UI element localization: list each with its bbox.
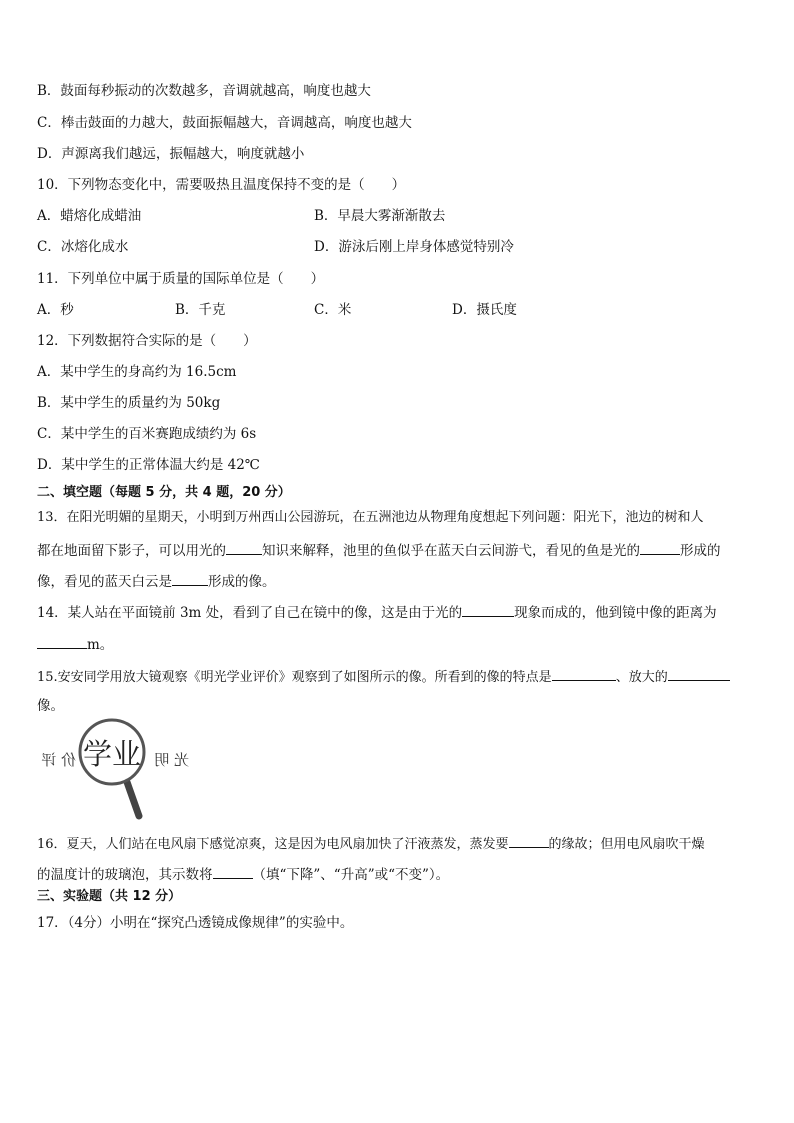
q15-text: 15.安安同学用放大镜观察《明光学业评价》观察到了如图所示的像。所看到的像的特点是 — [37, 670, 552, 685]
q14-text: 现象而成的，他到镜中像的距离为 — [514, 605, 717, 621]
q13-text: 像，看见的蓝天白云是 — [37, 574, 172, 590]
q15-line2: 像。 — [37, 698, 64, 714]
q15-line1 — [37, 666, 730, 687]
q9-option-c: C．棒击鼓面的力越大，鼓面振幅越大，音调越高，响度也越大 — [37, 115, 412, 131]
q10-option-a: A．蜡熔化成蜡油 — [37, 208, 142, 224]
q12-stem: 12．下列数据符合实际的是（ ） — [37, 333, 257, 349]
q12-option-d: D．某中学生的正常体温大约是 42℃ — [37, 457, 260, 473]
magnifier-figure — [34, 718, 204, 828]
q13-text: 形成的 — [680, 543, 721, 559]
answer-blank[interactable] — [668, 666, 730, 681]
figure-right-text: 光 明 — [154, 751, 189, 769]
answer-blank[interactable] — [226, 540, 262, 555]
q13-text: 形成的像。 — [208, 574, 276, 590]
q11-option-b: B．千克 — [175, 302, 226, 318]
q11-option-d: D．摄氏度 — [452, 302, 517, 318]
answer-blank[interactable] — [552, 666, 616, 681]
q13-text: 都在地面留下影子，可以用光的 — [37, 543, 226, 559]
answer-blank[interactable] — [213, 864, 253, 879]
q11-option-c: C．米 — [314, 302, 352, 318]
q16-text: 的温度计的玻璃泡，其示数将 — [37, 867, 213, 883]
answer-blank[interactable] — [640, 540, 680, 555]
q15-text: 、放大的 — [615, 670, 668, 685]
answer-blank[interactable] — [37, 634, 87, 649]
q16-text: （填“下降”、“升高”或“不变”）。 — [252, 867, 450, 883]
q10-option-d: D．游泳后刚上岸身体感觉特别冷 — [314, 239, 514, 255]
section-fill-in-heading: 二、填空题（每题 5 分，共 4 题，20 分） — [37, 485, 291, 500]
q11-option-a: A．秒 — [37, 302, 74, 318]
figure-lens-text: 学业 — [83, 737, 142, 771]
q14-text: 14．某人站在平面镜前 3m 处，看到了自己在镜中的像，这是由于光的 — [37, 605, 463, 621]
q17-stem: 17．（4分）小明在“探究凸透镜成像规律”的实验中。 — [37, 915, 354, 931]
magnifier-handle — [127, 782, 139, 816]
q16-line2 — [37, 864, 449, 884]
q13-line1: 13．在阳光明媚的星期天，小明到万州西山公园游玩，在五洲池边从物理角度想起下列问题：阳光下，池边的树和人 — [37, 510, 704, 525]
q10-stem: 10．下列物态变化中，需要吸热且温度保持不变的是（ ） — [37, 177, 406, 193]
q16-line1 — [37, 833, 705, 854]
q9-option-b: B．鼓面每秒振动的次数越多，音调就越高，响度也越大 — [37, 83, 371, 99]
q13-line2 — [37, 540, 721, 560]
answer-blank[interactable] — [172, 571, 208, 586]
q10-option-c: C．冰熔化成水 — [37, 239, 129, 255]
q16-text: 16．夏天，人们站在电风扇下感觉凉爽，这是因为电风扇加快了汗液蒸发，蒸发要 — [37, 837, 509, 852]
q13-text: 知识来解释，池里的鱼似乎在蓝天白云间游弋，看见的鱼是光的 — [262, 543, 640, 559]
q16-text: 的缘故；但用电风扇吹干燥 — [548, 837, 705, 852]
q14-line1 — [37, 602, 717, 622]
q9-option-d: D．声源离我们越远，振幅越大，响度就越小 — [37, 146, 305, 162]
q14-line2 — [37, 634, 113, 654]
q10-option-b: B．早晨大雾渐渐散去 — [314, 208, 446, 224]
q13-line3 — [37, 571, 276, 591]
figure-left-text: 价 评 — [41, 751, 76, 769]
answer-blank[interactable] — [509, 833, 549, 848]
section-experiment-heading: 三、实验题（共 12 分） — [37, 889, 182, 904]
q11-stem: 11．下列单位中属于质量的国际单位是（ ） — [37, 271, 325, 287]
answer-blank[interactable] — [462, 602, 514, 617]
q12-option-a: A．某中学生的身高约为 16.5cm — [37, 364, 237, 380]
q12-option-c: C．某中学生的百米赛跑成绩约为 6s — [37, 426, 257, 442]
q12-option-b: B．某中学生的质量约为 50kg — [37, 395, 221, 411]
q14-text: m。 — [87, 637, 114, 653]
